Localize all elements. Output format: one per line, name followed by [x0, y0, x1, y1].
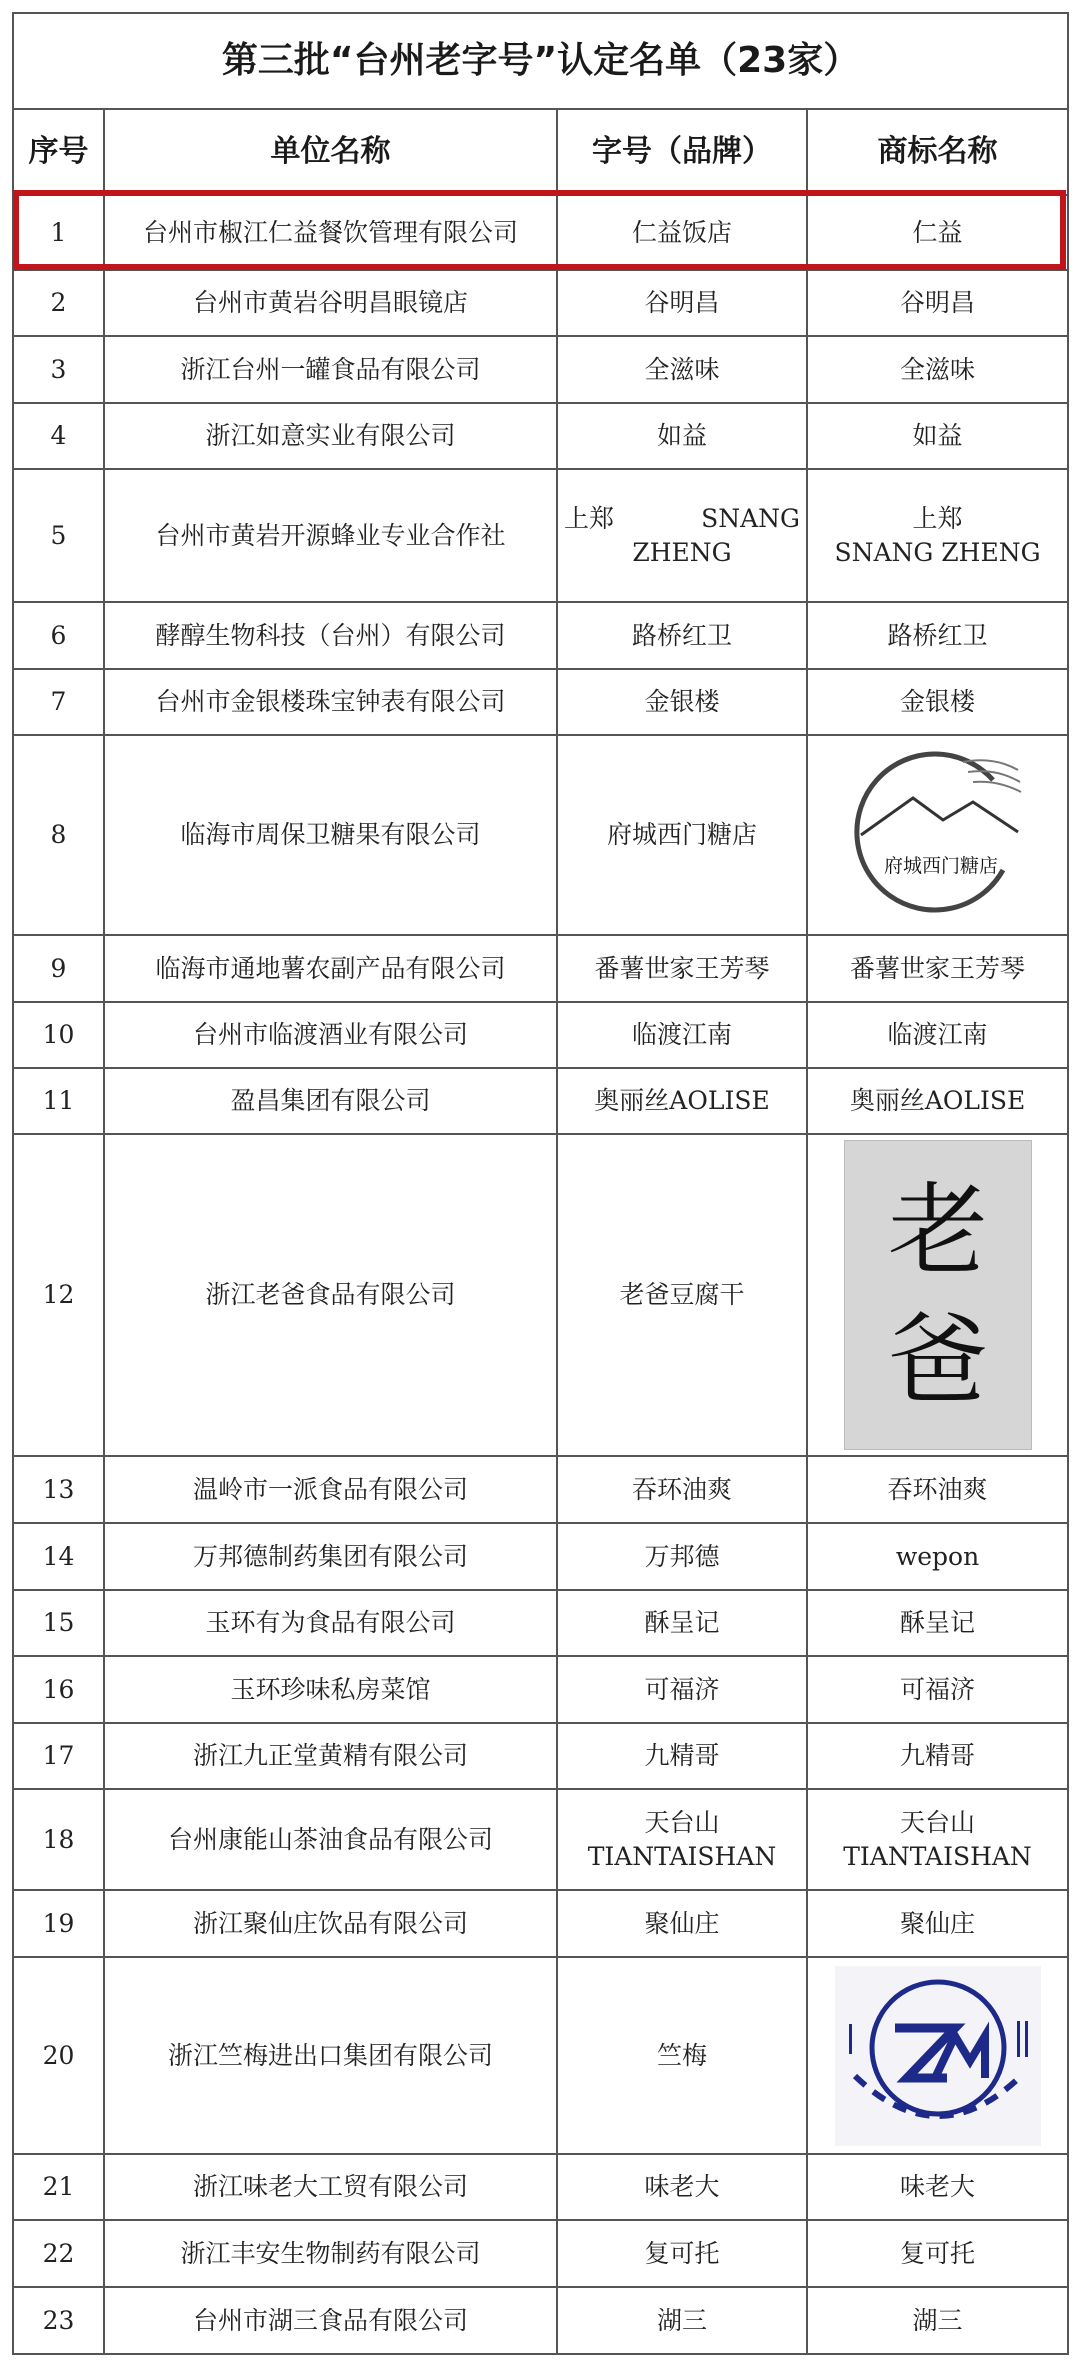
brand-line-1-right: SNANG: [701, 503, 800, 533]
cell-trademark: 九精哥: [807, 1723, 1068, 1789]
fucheng-ximen-logo-image: [843, 750, 1033, 920]
cell-brand: [557, 1789, 807, 1890]
cell-brand: 路桥红卫: [557, 602, 807, 669]
cell-no: 4: [13, 403, 104, 469]
cell-brand: 万邦德: [557, 1523, 807, 1590]
laoba-logo-image: [844, 1140, 1032, 1450]
cell-unit: 临海市通地薯农副产品有限公司: [104, 935, 557, 1002]
cell-trademark: 谷明昌: [807, 270, 1068, 336]
cell-trademark: [807, 1789, 1068, 1890]
cell-trademark: 味老大: [807, 2154, 1068, 2220]
table-row: [13, 1590, 1068, 1656]
cell-unit: 浙江味老大工贸有限公司: [104, 2154, 557, 2220]
cell-trademark: 可福济: [807, 1656, 1068, 1723]
table-row: [13, 735, 1068, 935]
table-row: [13, 1789, 1068, 1890]
cell-no: 23: [13, 2287, 104, 2354]
cell-trademark: [807, 469, 1068, 602]
cell-brand: 金银楼: [557, 669, 807, 735]
zhumei-logo-image: [835, 1966, 1041, 2146]
cell-no: 16: [13, 1656, 104, 1723]
trademark-line-2: TIANTAISHAN: [843, 1841, 1032, 1871]
cell-unit: 玉环有为食品有限公司: [104, 1590, 557, 1656]
brand-line-2: ZHENG: [632, 537, 732, 567]
cell-no: 19: [13, 1890, 104, 1957]
table-row: [13, 403, 1068, 469]
header-unit: 单位名称: [104, 109, 557, 195]
table-row: [13, 1723, 1068, 1789]
brand-line-1: [562, 502, 802, 536]
cell-no: 21: [13, 2154, 104, 2220]
cell-brand: 聚仙庄: [557, 1890, 807, 1957]
header-no: 序号: [13, 109, 104, 195]
cell-trademark: wepon: [807, 1523, 1068, 1590]
logo-char-2: 爸: [887, 1302, 988, 1419]
cell-unit: 浙江如意实业有限公司: [104, 403, 557, 469]
header-trademark: 商标名称: [807, 109, 1068, 195]
cell-brand: 府城西门糖店: [557, 735, 807, 935]
cell-trademark: [807, 735, 1068, 935]
logo-char-1: 老: [887, 1172, 988, 1289]
cell-trademark: 全滋味: [807, 336, 1068, 403]
cell-no: 18: [13, 1789, 104, 1890]
table-row: [13, 2220, 1068, 2287]
brand-line-2: TIANTAISHAN: [587, 1841, 777, 1871]
brand-line-1-left: 上郑: [564, 503, 615, 533]
table-row: [13, 602, 1068, 669]
cell-brand: 九精哥: [557, 1723, 807, 1789]
cell-brand: 湖三: [557, 2287, 807, 2354]
cell-no: 1: [13, 195, 104, 270]
cell-brand: [557, 469, 807, 602]
cell-unit: 酵醇生物科技（台州）有限公司: [104, 602, 557, 669]
cell-brand: 可福济: [557, 1656, 807, 1723]
table-row: [13, 1957, 1068, 2154]
cell-trademark: 复可托: [807, 2220, 1068, 2287]
cell-no: 12: [13, 1134, 104, 1456]
table-row: [13, 2154, 1068, 2220]
trademark-line-1: 天台山: [900, 1807, 976, 1837]
cell-unit: 台州市临渡酒业有限公司: [104, 1002, 557, 1068]
cell-brand: 番薯世家王芳琴: [557, 935, 807, 1002]
cell-unit: 台州市湖三食品有限公司: [104, 2287, 557, 2354]
header-row: [13, 109, 1068, 195]
title-row: [13, 13, 1068, 109]
cell-no: 7: [13, 669, 104, 735]
cell-unit: 温岭市一派食品有限公司: [104, 1456, 557, 1523]
cell-trademark: 湖三: [807, 2287, 1068, 2354]
cell-trademark: 番薯世家王芳琴: [807, 935, 1068, 1002]
table-row: [13, 469, 1068, 602]
logo-text: 府城西门糖店: [883, 855, 998, 877]
cell-unit: 台州市黄岩谷明昌眼镜店: [104, 270, 557, 336]
table-row: [13, 1134, 1068, 1456]
table-row: [13, 1523, 1068, 1590]
list-table: [12, 12, 1069, 2355]
cell-unit: 浙江丰安生物制药有限公司: [104, 2220, 557, 2287]
table-row: [13, 270, 1068, 336]
cell-brand: 老爸豆腐干: [557, 1134, 807, 1456]
cell-unit: 玉环珍味私房菜馆: [104, 1656, 557, 1723]
table-row: [13, 1068, 1068, 1134]
cell-brand: 仁益饭店: [557, 195, 807, 270]
cell-unit: 浙江聚仙庄饮品有限公司: [104, 1890, 557, 1957]
cell-no: 22: [13, 2220, 104, 2287]
cell-brand: 竺梅: [557, 1957, 807, 2154]
cell-trademark: 金银楼: [807, 669, 1068, 735]
document: [12, 12, 1067, 2355]
cell-brand: 酥呈记: [557, 1590, 807, 1656]
cell-brand: 奥丽丝AOLISE: [557, 1068, 807, 1134]
cell-brand: 复可托: [557, 2220, 807, 2287]
cell-brand: 吞环油爽: [557, 1456, 807, 1523]
cell-brand: 临渡江南: [557, 1002, 807, 1068]
table-row: [13, 195, 1068, 270]
cell-unit: 浙江竺梅进出口集团有限公司: [104, 1957, 557, 2154]
table-row: [13, 336, 1068, 403]
cell-brand: 谷明昌: [557, 270, 807, 336]
cell-unit: 万邦德制药集团有限公司: [104, 1523, 557, 1590]
table-row: [13, 1890, 1068, 1957]
cell-unit: 盈昌集团有限公司: [104, 1068, 557, 1134]
page-title: 第三批“台州老字号”认定名单（23家）: [13, 13, 1068, 109]
cell-trademark: 仁益: [807, 195, 1068, 270]
table-row: [13, 1656, 1068, 1723]
cell-no: 5: [13, 469, 104, 602]
cell-no: 3: [13, 336, 104, 403]
cell-no: 8: [13, 735, 104, 935]
cell-unit: 临海市周保卫糖果有限公司: [104, 735, 557, 935]
cell-brand: 如益: [557, 403, 807, 469]
cell-unit: 浙江九正堂黄精有限公司: [104, 1723, 557, 1789]
table-row: [13, 1456, 1068, 1523]
cell-trademark: [807, 1957, 1068, 2154]
cell-no: 17: [13, 1723, 104, 1789]
cell-unit: 台州市黄岩开源蜂业专业合作社: [104, 469, 557, 602]
cell-no: 10: [13, 1002, 104, 1068]
cell-no: 11: [13, 1068, 104, 1134]
cell-brand: 全滋味: [557, 336, 807, 403]
header-brand: 字号（品牌）: [557, 109, 807, 195]
cell-no: 13: [13, 1456, 104, 1523]
cell-trademark: 酥呈记: [807, 1590, 1068, 1656]
table-row: [13, 935, 1068, 1002]
cell-unit: 浙江台州一罐食品有限公司: [104, 336, 557, 403]
cell-no: 9: [13, 935, 104, 1002]
cell-trademark: 路桥红卫: [807, 602, 1068, 669]
brand-line-1: 天台山: [644, 1807, 720, 1837]
cell-unit: 台州市椒江仁益餐饮管理有限公司: [104, 195, 557, 270]
cell-trademark: [807, 1134, 1068, 1456]
cell-trademark: 如益: [807, 403, 1068, 469]
cell-trademark: 临渡江南: [807, 1002, 1068, 1068]
table-row: [13, 1002, 1068, 1068]
cell-no: 15: [13, 1590, 104, 1656]
cell-trademark: 吞环油爽: [807, 1456, 1068, 1523]
cell-no: 14: [13, 1523, 104, 1590]
cell-unit: 台州市金银楼珠宝钟表有限公司: [104, 669, 557, 735]
cell-unit: 浙江老爸食品有限公司: [104, 1134, 557, 1456]
table-row: [13, 669, 1068, 735]
cell-unit: 台州康能山茶油食品有限公司: [104, 1789, 557, 1890]
cell-no: 2: [13, 270, 104, 336]
cell-trademark: 聚仙庄: [807, 1890, 1068, 1957]
trademark-line-2: SNANG ZHENG: [834, 537, 1041, 567]
cell-brand: 味老大: [557, 2154, 807, 2220]
cell-no: 20: [13, 1957, 104, 2154]
cell-no: 6: [13, 602, 104, 669]
cell-trademark: 奥丽丝AOLISE: [807, 1068, 1068, 1134]
table-row: [13, 2287, 1068, 2354]
trademark-line-1: 上郑: [912, 503, 963, 533]
